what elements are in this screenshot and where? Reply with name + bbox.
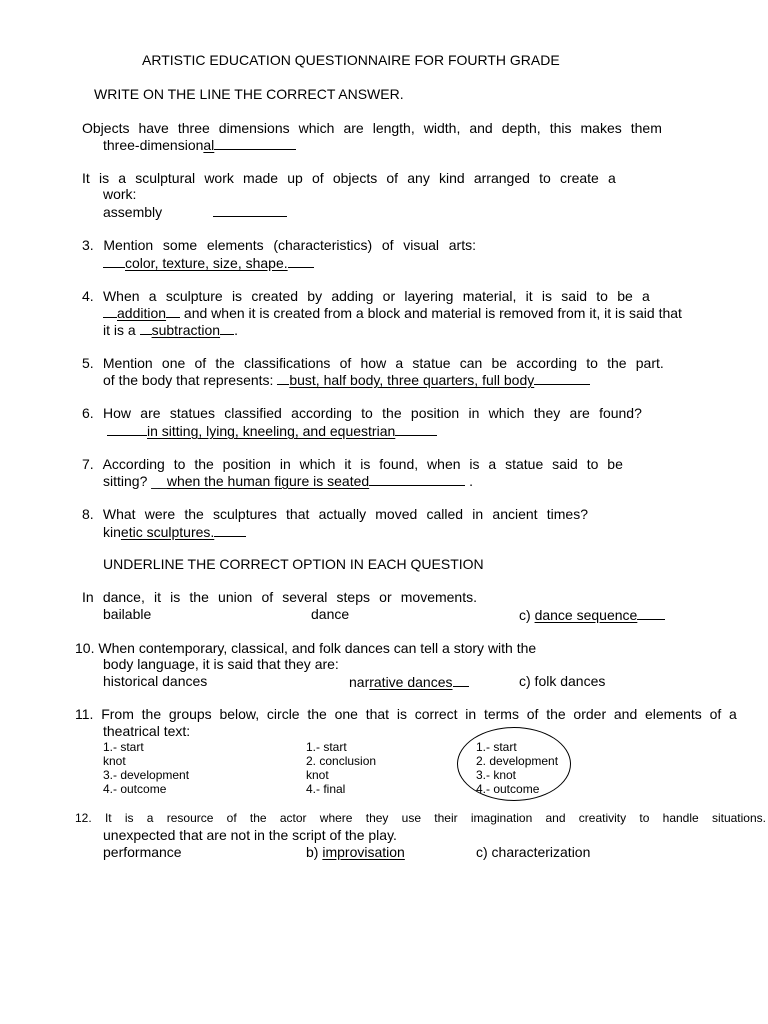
q9-option-a: bailable <box>103 606 152 622</box>
q2-line1 <box>82 170 616 187</box>
word: terms <box>483 706 519 722</box>
q10-option-a: historical dances <box>103 673 208 689</box>
word: kind <box>439 170 465 186</box>
word: position <box>222 456 271 472</box>
word: the <box>184 506 204 522</box>
word: to <box>586 355 598 371</box>
word: when <box>427 456 461 472</box>
q9-option-c-answer: dance sequence <box>534 607 638 623</box>
word: is <box>124 811 134 825</box>
word: a <box>395 355 404 371</box>
word: arranged <box>473 170 530 186</box>
q1-line2 <box>103 136 296 154</box>
word: a <box>148 288 157 304</box>
word: of <box>226 811 237 825</box>
q8-line2 <box>103 523 246 541</box>
word: their <box>434 811 458 825</box>
q7-blank-post <box>369 472 465 486</box>
page-title: ARTISTIC EDUCATION QUESTIONNAIRE FOR FOURTH GRADE <box>142 52 560 68</box>
word: ancient <box>492 506 538 522</box>
word: according <box>516 355 577 371</box>
word: by <box>307 288 323 304</box>
q4-answer1: addition <box>117 305 167 321</box>
q8-blank-post <box>214 523 246 537</box>
q8-answer: etic sculptures. <box>120 524 215 540</box>
word: below, <box>219 706 260 722</box>
word: adding <box>331 288 374 304</box>
word: in <box>472 506 484 522</box>
word: moved <box>375 506 418 522</box>
q12-line1 <box>75 811 766 825</box>
word: 4. <box>82 288 94 304</box>
q3-answer: color, texture, size, shape. <box>125 255 288 271</box>
word: How <box>102 405 131 421</box>
q3-line2 <box>103 254 314 272</box>
q3-blank-post <box>288 254 314 268</box>
word: 11. <box>75 706 94 722</box>
word: is <box>469 456 480 472</box>
q4-line2 <box>103 304 682 322</box>
q12-option-b-prefix: b) <box>306 844 323 860</box>
word: to <box>539 170 551 186</box>
q9-option-c <box>519 606 665 624</box>
q12-option-c: c) characterization <box>476 844 591 860</box>
word: the <box>194 456 214 472</box>
word: have <box>138 120 169 136</box>
word: (characteristics) <box>273 237 373 253</box>
word: Mention <box>103 237 154 253</box>
word: is <box>231 288 243 304</box>
word: to <box>173 456 186 472</box>
word: sculptural <box>135 170 196 186</box>
q4-blank-pre <box>103 304 117 318</box>
word: sculptures <box>213 506 277 522</box>
q3-blank-pre <box>103 254 125 268</box>
word: 5. <box>82 355 94 371</box>
q4-line3 <box>103 321 238 339</box>
word: material, <box>462 288 517 304</box>
word: the <box>141 706 162 722</box>
word: how <box>360 355 387 371</box>
word: is <box>541 288 553 304</box>
q9-option-c-prefix: c) <box>519 607 535 623</box>
word: were <box>144 506 176 522</box>
q4-line3-pre: it is a <box>103 322 140 338</box>
word: in <box>465 706 477 722</box>
word: circle <box>266 706 300 722</box>
q10-option-b-answer: rative dances <box>369 674 453 690</box>
q7-line1 <box>82 456 623 473</box>
word: dance, <box>102 589 145 605</box>
word: they <box>533 405 561 421</box>
word: which <box>488 405 525 421</box>
word: or <box>382 288 396 304</box>
q11-group-a-item: knot <box>103 754 126 768</box>
q1-blank-line <box>214 136 296 150</box>
word: the <box>546 706 566 722</box>
q5-line1 <box>82 355 664 372</box>
word: of <box>386 170 399 186</box>
q2-line3 <box>103 203 287 221</box>
q12-line2: unexpected that are not in the script of the play. <box>103 827 397 843</box>
word: actor <box>279 811 307 825</box>
word: is <box>360 456 371 472</box>
word: a <box>146 811 154 825</box>
word: correct <box>414 706 458 722</box>
word: of <box>381 237 394 253</box>
q11-group-b-item: 2. conclusion <box>306 754 377 768</box>
q11-group-a-item: 4.- outcome <box>103 782 167 796</box>
word: the <box>607 355 627 371</box>
word: found? <box>599 405 642 421</box>
q5-prefix: of the body that represents: <box>103 372 278 388</box>
q2-blank-line <box>213 203 287 217</box>
word: a <box>488 456 497 472</box>
word: of <box>194 355 207 371</box>
word: imagination <box>470 811 533 825</box>
q10-option-b <box>349 673 469 691</box>
q3-line1 <box>82 237 476 254</box>
word: is <box>170 589 181 605</box>
word: are <box>343 120 364 136</box>
word: up <box>287 170 303 186</box>
word: in <box>279 456 291 472</box>
q9-option-b: dance <box>311 606 350 622</box>
q4-blank2-pre <box>140 321 152 335</box>
q6-line1 <box>82 405 642 422</box>
q9-line1 <box>82 589 477 606</box>
word: that <box>286 506 310 522</box>
word: of <box>709 706 722 722</box>
q11-group-b-item: knot <box>306 768 329 782</box>
q6-blank-post <box>395 422 437 436</box>
word: arts: <box>448 237 476 253</box>
word: 3. <box>82 237 94 253</box>
q4-blank-post <box>166 304 180 318</box>
word: movements. <box>400 589 477 605</box>
word: they <box>365 811 389 825</box>
q10-line1: 10. When contemporary, classical, and folk dances can tell a story with the <box>75 640 537 656</box>
word: According <box>102 456 165 472</box>
word: elements <box>206 237 264 253</box>
q4-line3-post: . <box>234 322 238 338</box>
word: it <box>154 589 162 605</box>
q8-line1 <box>82 506 588 523</box>
q2-line2: work: <box>103 186 137 202</box>
word: create <box>559 170 599 186</box>
word: that <box>365 706 390 722</box>
word: the <box>382 405 402 421</box>
word: be <box>607 456 623 472</box>
q7-suffix: . <box>465 473 473 489</box>
q11-group-c-item: 1.- start <box>476 740 517 754</box>
word: layering <box>404 288 454 304</box>
word: From <box>101 706 134 722</box>
word: 12. <box>75 811 92 825</box>
word: statue <box>412 355 451 371</box>
word: handle <box>662 811 699 825</box>
word: it <box>344 456 352 472</box>
word: according <box>291 405 352 421</box>
q6-line2 <box>107 422 437 440</box>
word: be <box>617 288 633 304</box>
word: them <box>630 120 662 136</box>
word: is <box>98 170 110 186</box>
word: a <box>642 288 650 304</box>
q11-group-a-item: 3.- development <box>103 768 190 782</box>
q5-answer: bust, half body, three quarters, full body <box>289 372 535 388</box>
word: part. <box>635 355 664 371</box>
word: union <box>218 589 253 605</box>
q11-group-c-item: 3.- knot <box>476 768 517 782</box>
word: position <box>410 405 460 421</box>
q7-answer: when the human figure is seated <box>166 473 370 489</box>
word: any <box>407 170 430 186</box>
word: statue <box>505 456 544 472</box>
q11-line1 <box>75 706 737 723</box>
q10-option-c: c) folk dances <box>519 673 606 689</box>
q10-option-b-prefix: nar <box>349 674 370 690</box>
word: the <box>215 355 235 371</box>
word: it <box>525 288 533 304</box>
word: 8. <box>82 506 94 522</box>
q10-line2: body language, it is said that they are: <box>103 656 339 672</box>
q6-blank-pre <box>107 422 147 436</box>
word: three <box>177 120 210 136</box>
word: the <box>307 706 327 722</box>
word: one <box>161 355 186 371</box>
word: the <box>189 589 209 605</box>
q4-blank2-post <box>220 321 234 335</box>
q1-answer: al <box>203 137 215 153</box>
answer-circle <box>457 727 571 801</box>
word: the <box>249 811 267 825</box>
word: It <box>104 811 112 825</box>
q11-group-c-item: 4.- outcome <box>476 782 540 796</box>
word: sculpture <box>165 288 223 304</box>
word: several <box>282 589 328 605</box>
word: called <box>426 506 464 522</box>
word: length, <box>372 120 415 136</box>
q4-answer2: subtraction <box>151 322 221 338</box>
word: width, <box>423 120 461 136</box>
word: situations. <box>711 811 766 825</box>
word: some <box>162 237 198 253</box>
q11-group-a-item: 1.- start <box>103 740 144 754</box>
word: to <box>639 811 650 825</box>
word: be <box>491 355 508 371</box>
word: which <box>299 456 336 472</box>
q11-group-c-item: 2. development <box>476 754 559 768</box>
word: depth, <box>501 120 541 136</box>
word: this <box>549 120 572 136</box>
word: Objects <box>82 120 130 136</box>
q12-option-b <box>306 844 405 861</box>
word: makes <box>580 120 622 136</box>
word: What <box>102 506 136 522</box>
word: dimensions <box>218 120 290 136</box>
word: to <box>586 456 599 472</box>
word: made <box>243 170 279 186</box>
word: In <box>82 589 94 605</box>
section-heading-underline: UNDERLINE THE CORRECT OPTION IN EACH QUESTION <box>103 556 484 572</box>
word: a <box>608 170 616 186</box>
word: times? <box>546 506 588 522</box>
word: created <box>251 288 299 304</box>
word: and <box>469 120 493 136</box>
q5-blank-post <box>534 371 590 385</box>
word: of <box>339 355 352 371</box>
word: objects <box>332 170 378 186</box>
word: a <box>729 706 737 722</box>
q8-prefix: kin <box>103 524 121 540</box>
word: and <box>613 706 638 722</box>
word: can <box>459 355 483 371</box>
q11-line2: theatrical text: <box>103 723 191 739</box>
q12-option-a: performance <box>103 844 182 860</box>
word: is <box>396 706 407 722</box>
word: to <box>361 405 373 421</box>
word: use <box>401 811 422 825</box>
word: of <box>261 589 274 605</box>
word: of <box>526 706 539 722</box>
word: in <box>468 405 480 421</box>
q11-group-b-item: 4.- final <box>306 782 346 796</box>
word: 7. <box>82 456 94 472</box>
q1-line1 <box>82 120 662 137</box>
q11-group-b-item: 1.- start <box>306 740 347 754</box>
word: When <box>102 288 140 304</box>
q2-answer: assembly <box>103 204 163 220</box>
word: classified <box>224 405 282 421</box>
word: said <box>561 288 587 304</box>
word: are <box>140 405 161 421</box>
word: to <box>596 288 608 304</box>
q7-prefix: sitting? __ <box>103 473 167 489</box>
q4-line1 <box>82 288 650 305</box>
q1-prefix: three-dimension <box>103 137 204 153</box>
q12-option-b-answer: improvisation <box>322 844 405 860</box>
word: of <box>312 170 324 186</box>
q7-line2 <box>103 472 473 490</box>
word: groups <box>168 706 212 722</box>
word: elements <box>645 706 702 722</box>
word: resource <box>166 811 214 825</box>
word: It <box>82 170 90 186</box>
word: Mention <box>102 355 153 371</box>
word: one <box>334 706 358 722</box>
q6-answer: in sitting, lying, kneeling, and equestrian <box>147 423 396 439</box>
q4-line2-text: and when it is created from a block and material is removed from it, it is said that <box>180 305 682 321</box>
q5-blank-pre <box>277 371 289 385</box>
word: found, <box>379 456 419 472</box>
word: and <box>545 811 566 825</box>
word: where <box>319 811 353 825</box>
word: classifications <box>244 355 331 371</box>
section-heading-write: WRITE ON THE LINE THE CORRECT ANSWER. <box>94 86 404 102</box>
word: steps <box>336 589 371 605</box>
word: actually <box>318 506 367 522</box>
word: statues <box>169 405 215 421</box>
word: visual <box>403 237 440 253</box>
word: are <box>569 405 590 421</box>
word: creativity <box>578 811 627 825</box>
q10-blank-post <box>453 673 469 687</box>
word: or <box>379 589 392 605</box>
word: order <box>573 706 607 722</box>
word: 6. <box>82 405 94 421</box>
q9-blank-post <box>637 606 665 620</box>
word: which <box>298 120 335 136</box>
word: said <box>552 456 578 472</box>
word: a <box>118 170 127 186</box>
word: work <box>204 170 234 186</box>
q5-line2 <box>103 371 590 389</box>
